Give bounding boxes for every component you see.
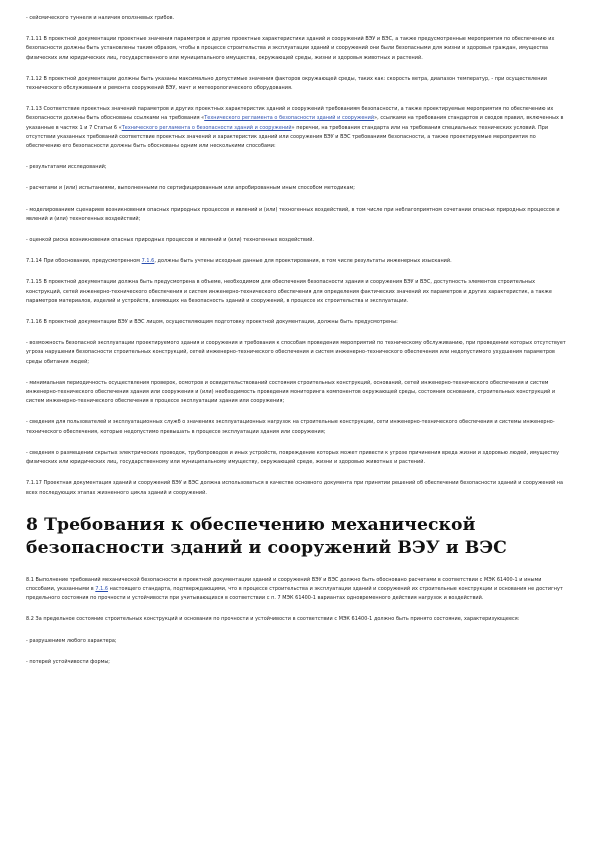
- paragraph-7-1-11: 7.1.11 В проектной документации проектные значения параметров и другие проектные характеристики зданий и сооружений ВЭУ и ВЭС, а также предусмотренные мероприятия по обеспечению их безопасности должны быть установлены таким образом, чтобы в процессе строительства и эксплуатации зданий и сооружений они были безопасными для жизни и здоровья граждан, имущества физических или юридических лиц, государственного или муниципального имущества, окружающей среды, жизни и здоровья животных и растений.: [26, 36, 555, 61]
- section-heading: 8 Требования к обеспечению механической безопасности зданий и сооружений ВЭУ и ВЭС: [26, 514, 507, 558]
- paragraph-text: », ссылками на требования стандартов и сводов правил, включенных в указанные в частях 1 и 7 Статьи 6 «: [26, 115, 564, 131]
- clause-link[interactable]: 7.1.6: [95, 585, 109, 592]
- paragraph-text: 7.1.14 При обосновании, предусмотренном: [26, 258, 142, 265]
- paragraph-7-1-14: [26, 257, 569, 266]
- paragraph-7-1-12: 7.1.12 В проектной документации должны быть указаны максимально допустимые значения факторов окружающей среды, таких как: скорость ветра, диапазон температур, - при осуществлении технического обслуживания и ремонта сооружений ВЭУ, мачт и метеорологического оборудования.: [26, 75, 547, 92]
- paragraph-text: 7.1.13 Соответствие проектных значений параметров и других проектных характеристик зданий и сооружений требованиям безопасности, а также проектируемые мероприятия по обеспечению их безопасности должны быть обоснованы ссылками на требования «: [26, 106, 554, 122]
- paragraph-7-1-15: 7.1.15 В проектной документации должна быть предусмотрена в объеме, необходимом для обеспечения безопасности здания и сооружения ВЭУ и ВЭС, доступность элементов строительных конструкций, сетей инженерно-технического обеспечения и систем инженерно-технического обеспечения для определения фактических значений их параметров и других характеристик, а также параметров материалов, изделий и устройств, влияющих на безопасность зданий и сооружений, в процессе их строительства и эксплуатации.: [26, 279, 552, 304]
- list-item: - сведения для пользователей и эксплуатационных служб о значениях эксплуатационных нагрузок на строительные конструкции, сети инженерно-технического обеспечения и системы инженерно-технического обеспечения, которые недопустимо превышать в процессе эксплуатации здания или сооружения;: [26, 419, 555, 435]
- paragraph-8-2: 8.2 За предельное состояние строительных конструкций и основания по прочности и устойчивости в соответствии с МЭК 61400-1 должно быть принято состояние, характеризующееся:: [26, 616, 520, 623]
- clause-link[interactable]: 7.1.6: [141, 258, 155, 265]
- list-item: - минимальная периодичность осуществления проверок, осмотров и освидетельствований состояния строительных конструкций, оснований, сетей инженерно-технического обеспечения и систем инженерно-технического обеспечения здания или сооружения и (или) необходимость проведения мониторинга компонентов окружающей среды, состояния основания, строительных конструкций и систем инженерно-технического обеспечения в процессе эксплуатации здания или сооружения;: [26, 379, 556, 405]
- list-item: - сведения о размещении скрытых электрических проводок, трубопроводов и иных устройств, повреждение которых может привести к угрозе причинения вреда жизни и здоровью людей, имуществу физических или юридических лиц, государственному или муниципальному имуществу, окружающей среде, жизни и здоровью животных и растений.: [26, 449, 559, 466]
- regulation-link[interactable]: Технического регламента о безопасности зданий и сооружений: [121, 124, 292, 131]
- paragraph-text: настоящего стандарта, подтверждающими, что в процессе строительства и эксплуатации зданий и сооружений их строительные конструкции и основания не достигнут предельного состояния по прочности и устойчивости при учитывающихся в соответствии с п. 7 МЭК 61400-1 вариантах одновременного действия нагрузок и воздействий.: [26, 585, 563, 602]
- paragraph-text: 8.1 Выполнение требований механической безопасности в проектной документации зданий и сооружений ВЭУ и ВЭС должно быть обосновано расчетами в соответствии с МЭК 61400-1 и иными способами, указанными в: [26, 576, 542, 592]
- regulation-link[interactable]: Технического регламента о безопасности зданий и сооружений: [204, 115, 375, 122]
- paragraph-8-1: [26, 576, 569, 604]
- list-item: - возможность безопасной эксплуатации проектируемого здания и сооружения и требования к способам проведения мероприятий по техническому обслуживанию, при проведении которых отсутствует угроза нарушения безопасности строительных конструкций, сетей инженерно-технического обеспечения и систем инженерно-технического обеспечения или недопустимого ухудшения параметров среды обитания людей;: [26, 340, 566, 365]
- list-item: - потерей устойчивости формы;: [26, 658, 110, 665]
- list-item: - результатами исследований;: [26, 164, 107, 171]
- list-item: - расчетами и (или) испытаниями, выполненными по сертифицированным или апробированным иным способом методикам;: [26, 185, 355, 192]
- paragraph-text: , должны быть учтены исходные данные для проектирования, в том числе результаты инженерных изысканий.: [154, 258, 452, 265]
- list-item: - разрушением любого характера;: [26, 637, 117, 644]
- paragraph-text: » перечни, на требования стандарта или на требования специальных технических условий. При отсутствии указанных требований соответствие проектных значений и характеристик зданий или сооружения ВЭУ и ВЭС требованиям безопасности, а также проектируемые мероприятия по обеспечению его безопасности должны быть обоснованы одним или несколькими способами:: [26, 124, 549, 150]
- paragraph-7-1-16: 7.1.16 В проектной документации ВЭУ и ВЭС лицом, осуществляющим подготовку проектной документации, должны быть предусмотрены:: [26, 319, 398, 326]
- paragraph-7-1-13: [26, 105, 569, 151]
- list-item: - оценкой риска возникновения опасных природных процессов и явлений и (или) техногенных воздействий.: [26, 237, 315, 244]
- paragraph-7-1-17: 7.1.17 Проектная документация зданий и сооружений ВЭУ и ВЭС должна использоваться в качестве основного документа при принятии решений об обеспечении безопасности зданий и сооружений на всех последующих этапах жизненного цикла зданий и сооружений.: [26, 480, 564, 496]
- paragraph: - сейсмического туннеля и наличия оползневых грибов.: [26, 15, 175, 21]
- list-item: - моделированием сценариев возникновения опасных природных процессов и явлений и (или) техногенных воздействий, в том числе при неблагоприятном сочетании опасных природных процессов и явлений и (или) техногенных воздействий;: [26, 206, 560, 222]
